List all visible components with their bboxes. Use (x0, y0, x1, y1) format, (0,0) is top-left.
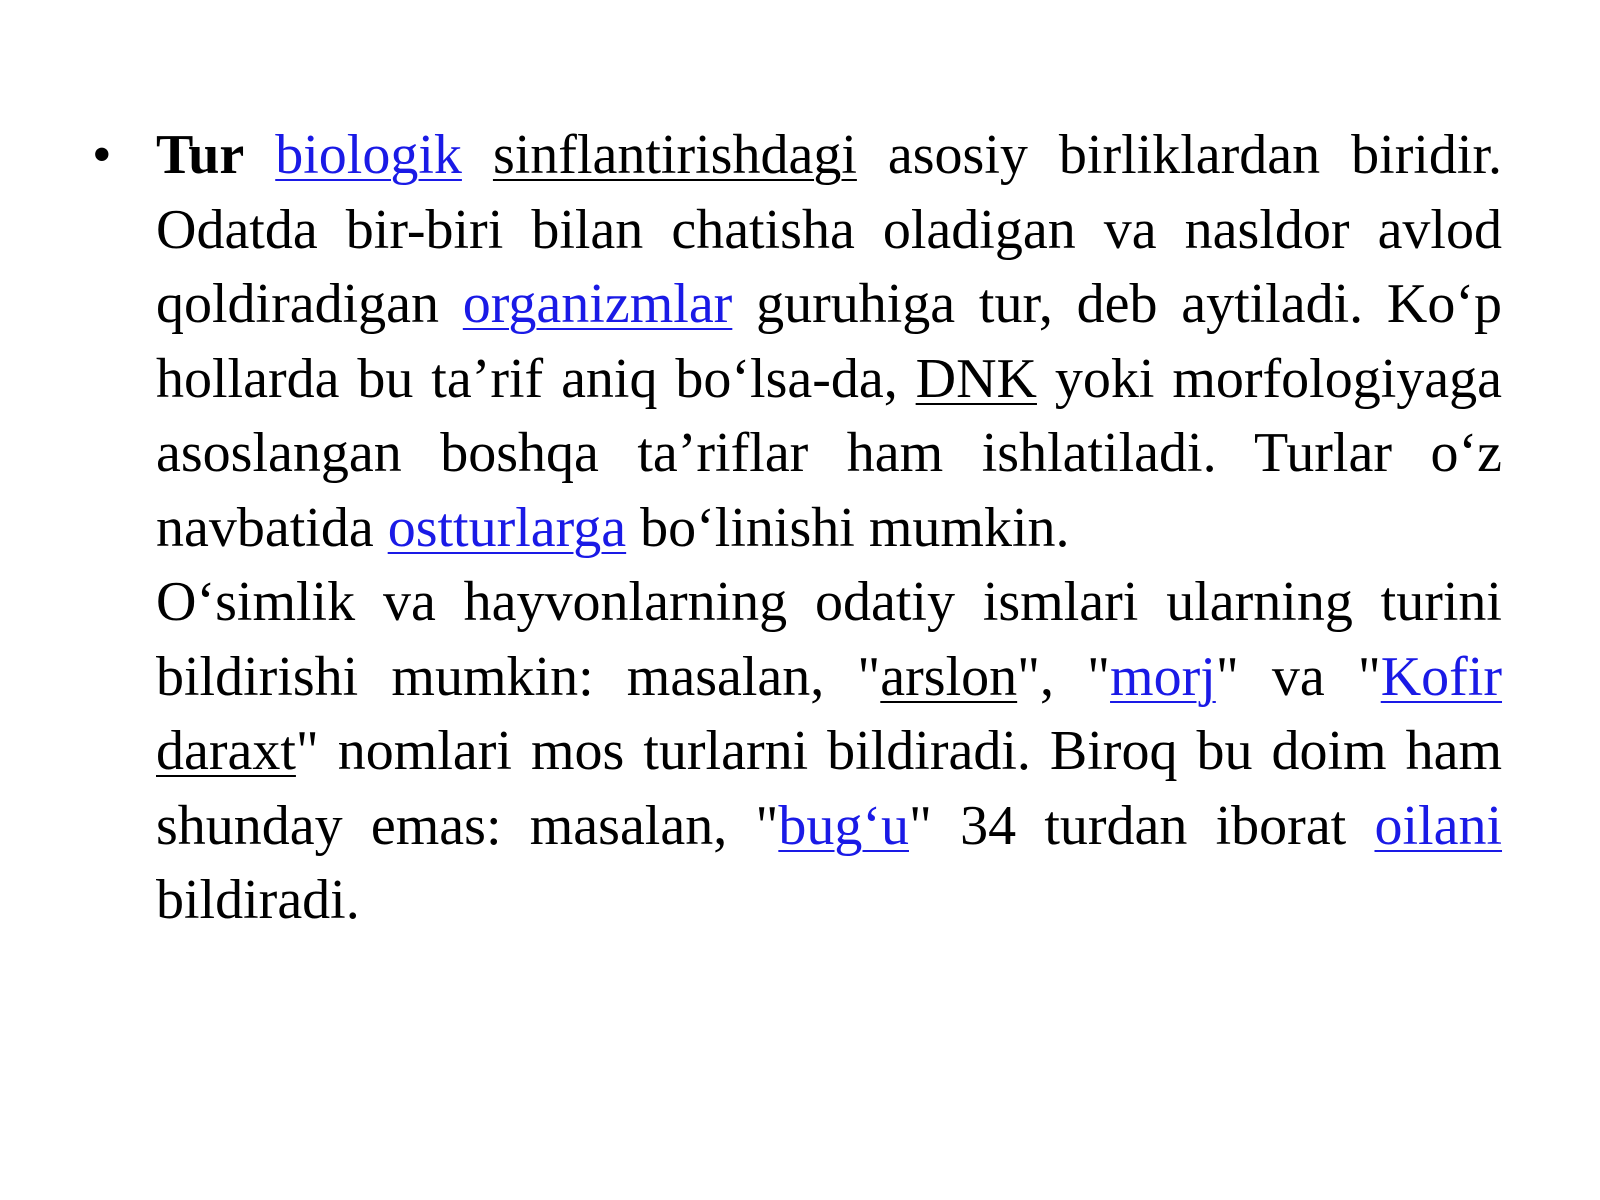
link-bugu[interactable]: bug‘u (778, 794, 909, 857)
text-segment: bildiradi. (156, 869, 360, 931)
bullet-marker: • (92, 124, 112, 186)
link-dnk[interactable]: DNK (915, 347, 1037, 410)
text-segment: O‘simlik va hayvonlarning odatiy ismlari ularning turini bildirishi mumkin: masalan, " (156, 571, 1502, 708)
body-paragraph (156, 118, 1502, 938)
text-segment: asosiy birliklardan biridir. Odatda bir-biri bilan chatisha oladigan va nasldor avlod qoldiradigan (156, 124, 1503, 335)
text-segment: ", " (1017, 645, 1111, 708)
link-daraxt[interactable]: daraxt (156, 720, 296, 782)
link-morj[interactable]: morj (1110, 645, 1216, 708)
link-oilani[interactable]: oilani (1374, 794, 1503, 857)
link-ostturlarga[interactable]: ostturlarga (387, 496, 627, 559)
text-segment: guruhiga tur, deb aytiladi. Ko‘p hollarda bu ta’rif aniq bo‘lsa-da, (156, 273, 1502, 410)
text-segment: " 34 turdan iborat (908, 794, 1375, 857)
link-sinflantirishdagi[interactable]: sinflantirishdagi (492, 124, 857, 186)
text-segment: " va " (1215, 645, 1381, 708)
term-title: Tur (156, 124, 245, 186)
text-segment: bo‘linishi mumkin. (626, 496, 1070, 559)
text-segment: yoki morfologiyaga asoslangan boshqa ta’riflar ham ishlatiladi. Turlar o‘z navbatida (156, 347, 1502, 559)
link-biologik[interactable]: biologik (275, 124, 462, 186)
link-arslon[interactable]: arslon (880, 645, 1018, 708)
link-organizmlar[interactable]: organizmlar (462, 273, 733, 335)
link-kofir[interactable]: Kofir (1380, 645, 1503, 708)
text-segment: " nomlari mos turlarni bildiradi. Biroq bu doim ham shunday emas: masalan, " (156, 720, 1502, 857)
